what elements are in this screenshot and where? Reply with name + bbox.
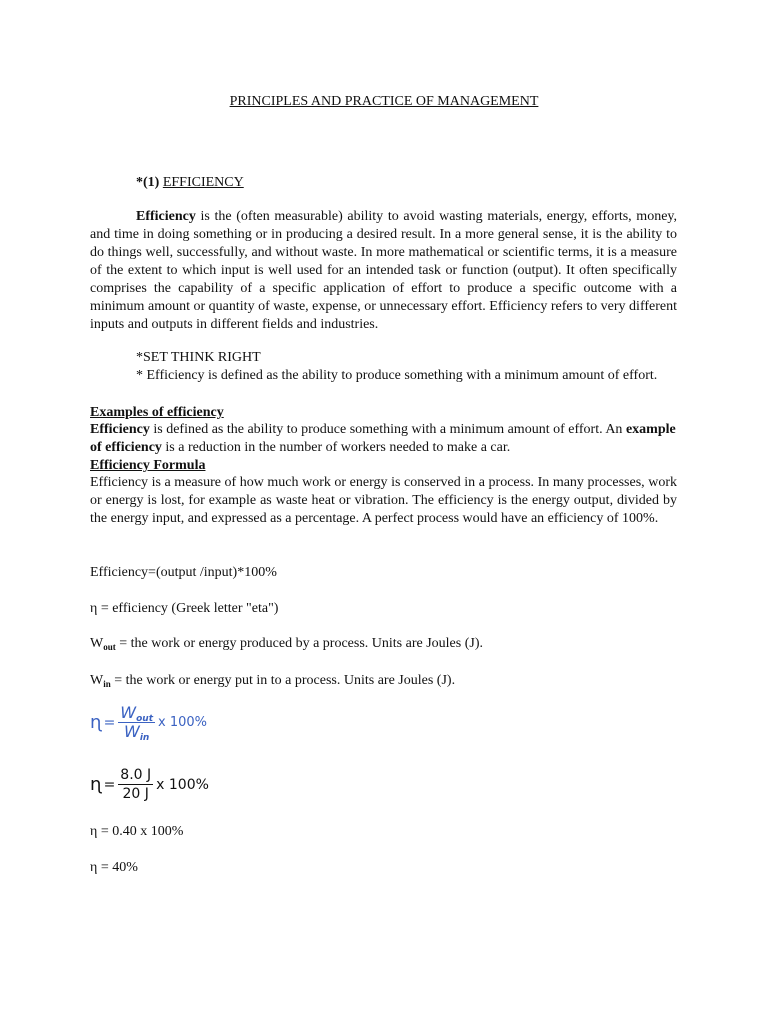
section-label: EFFICIENCY [162,175,244,190]
fraction-denominator [122,723,151,741]
efficiency-formula: Efficiency=(output /input)*100% [90,565,277,580]
page-title: PRINCIPLES AND PRACTICE OF MANAGEMENT [229,94,539,109]
denominator-symbol: W [124,722,140,741]
note-set-think-right: *SET THINK RIGHT [136,350,261,365]
examples-paragraph [90,421,677,457]
calculation-step-1: η = 0.40 x 100% [90,824,184,839]
fraction [118,766,153,803]
examples-text-1: is defined as the ability to produce something with a minimum amount of effort. An [149,422,626,437]
examples-heading [90,404,677,422]
section-heading [136,174,244,192]
fraction-numerator: 8.0 J [120,767,152,783]
wout-subscript: out [103,642,116,652]
fraction-denominator: 20 J [122,786,149,802]
multiplier: x 100% [156,776,209,793]
intro-text: is the (often measurable) ability to avoid wasting materials, energy, efforts, money, and time in doing something or in producing a desired result. In a more general sense, it is the ability to do things well, successfully, and without waste. In more mathematical or scientific terms, it is a measure of the extent to which input is well used for an intended task or function (output). It often specifically comprises the capability of a specific application of effort to produce a specific outcome with a minimum amount or quantity of waste, expense, or unnecessary effort. Efficiency refers to very different inputs and outputs in different fields and industries. [90,209,677,332]
win-text: = the work or energy put in to a process. Units are Joules (J). [110,673,456,688]
win-definition [90,672,455,690]
calculation-step-2: η = 40% [90,860,138,875]
intro-term: Efficiency [136,209,196,224]
numerator-subscript: out [136,714,154,724]
efficiency-fraction-formula [90,704,207,741]
efficiency-fraction-example [90,766,209,803]
formula-heading [90,457,677,475]
fraction [118,704,155,741]
wout-symbol: W [90,636,104,651]
eta-symbol: ɳ [90,711,102,733]
examples-term-2: example of efficiency [90,422,676,455]
examples-term-1: Efficiency [90,422,150,437]
wout-definition [90,635,483,653]
formula-paragraph: Efficiency is a measure of how much work or energy is conserved in a process. In many processes, work or energy is lost, for example as waste heat or vibration. The efficiency is the energy output, divided by the energy input, and expressed as a percentage. A perfect process would have an efficiency of 100%. [90,475,677,526]
equals-sign: = [103,714,116,731]
denominator-subscript: in [139,733,150,743]
section-prefix: * [136,175,143,190]
win-symbol: W [90,673,104,688]
equals-sign: = [103,776,116,793]
multiplier: x 100% [158,714,208,730]
examples-text-2: is a reduction in the number of workers needed to make a car. [161,440,511,455]
wout-text: = the work or energy produced by a process. Units are Joules (J). [115,636,483,651]
eta-symbol: ɳ [90,773,102,795]
fraction-numerator [118,704,155,723]
intro-paragraph [90,208,677,334]
note-definition: * Efficiency is defined as the ability to produce something with a minimum amount of effort. [136,368,658,383]
eta-definition: η = efficiency (Greek letter "eta") [90,601,279,616]
examples-heading-text: Examples of efficiency [90,405,224,420]
section-number: (1) [143,175,160,190]
formula-heading-text: Efficiency Formula [90,458,206,473]
win-subscript: in [103,679,111,689]
numerator-symbol: W [120,703,137,722]
